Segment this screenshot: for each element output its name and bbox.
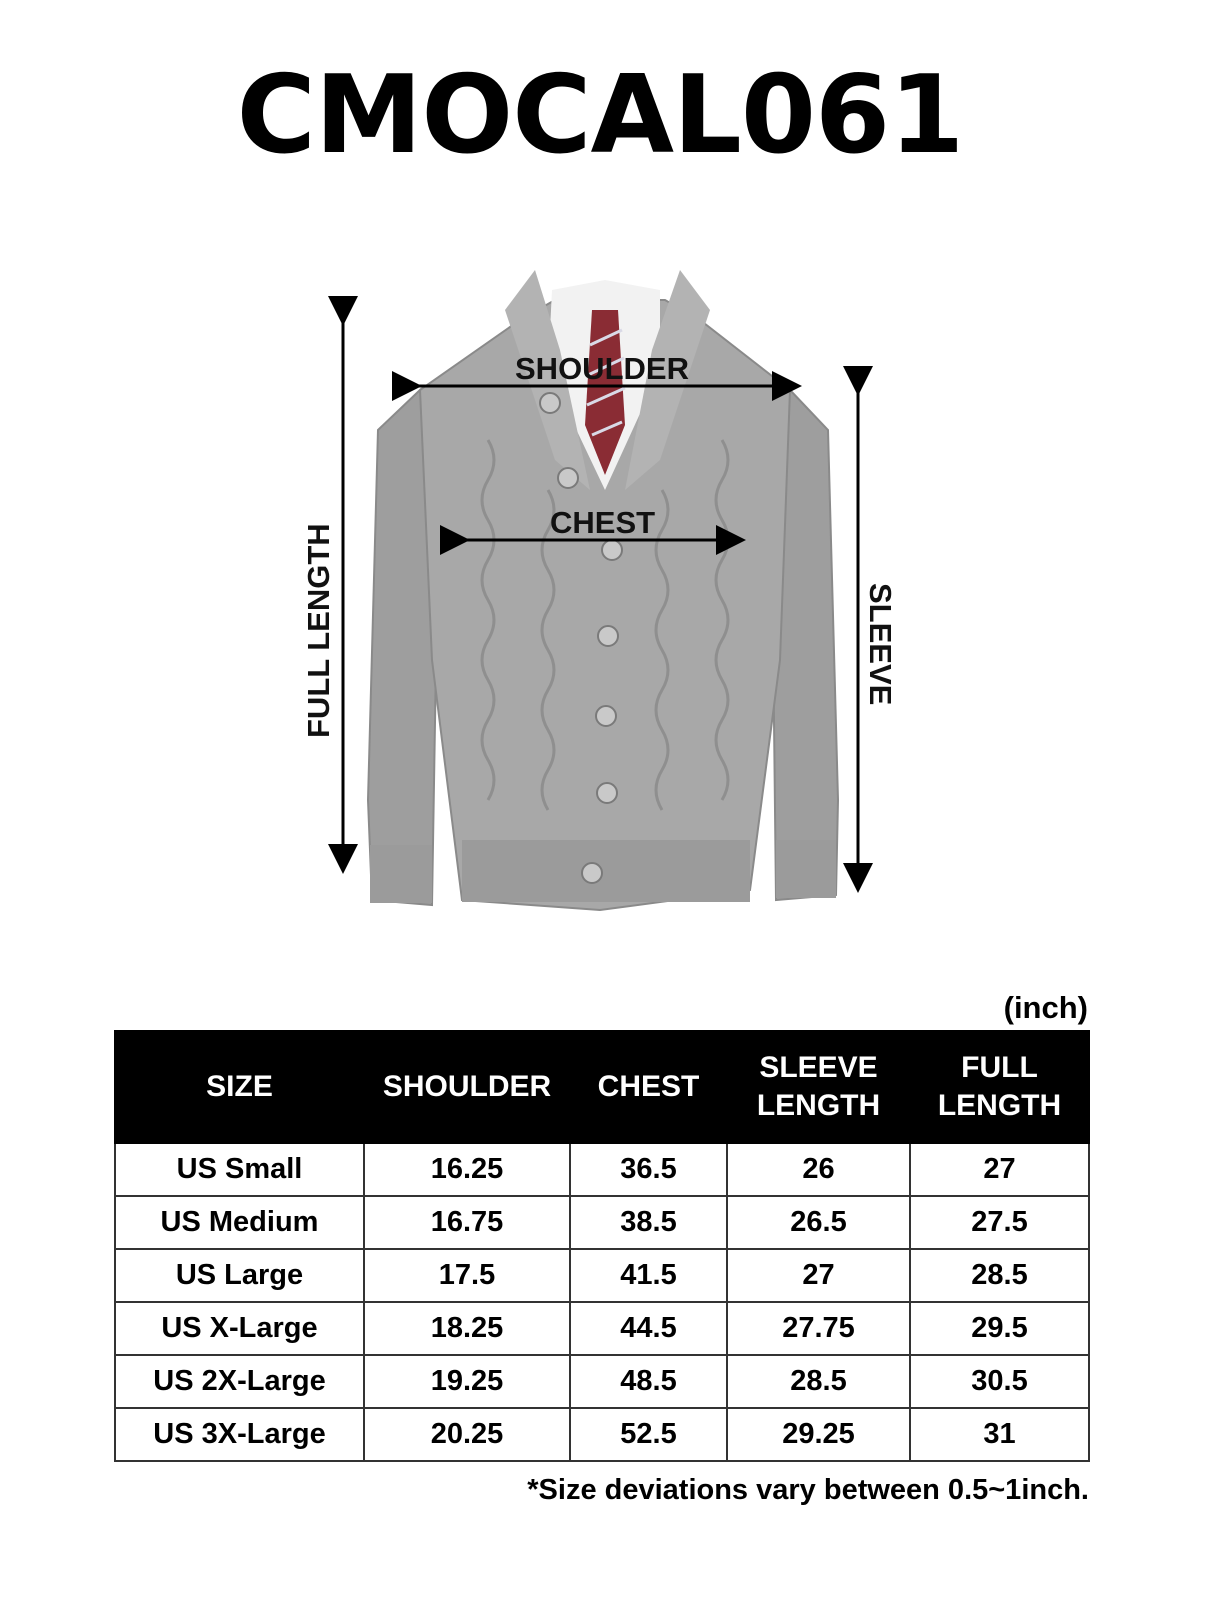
sleeve-length-cell: 26 — [727, 1143, 910, 1196]
table-header-row — [115, 1031, 1089, 1143]
chest-cell: 41.5 — [570, 1249, 727, 1302]
full-length-cell: 27 — [910, 1143, 1089, 1196]
sleeve-length-cell: 26.5 — [727, 1196, 910, 1249]
header-shoulder: SHOULDER — [364, 1031, 570, 1143]
full-length-cell: 29.5 — [910, 1302, 1089, 1355]
header-chest: CHEST — [570, 1031, 727, 1143]
full-length-cell: 28.5 — [910, 1249, 1089, 1302]
header-full-length: FULL LENGTH — [910, 1031, 1089, 1143]
chest-label: CHEST — [550, 505, 656, 540]
header-sleeve-length: SLEEVE LENGTH — [727, 1031, 910, 1143]
table-row — [115, 1249, 1089, 1302]
chest-cell: 52.5 — [570, 1408, 727, 1461]
size-cell: US Large — [115, 1249, 364, 1302]
size-cell: US X-Large — [115, 1302, 364, 1355]
shoulder-cell: 16.75 — [364, 1196, 570, 1249]
size-deviation-note: *Size deviations vary between 0.5~1inch. — [527, 1474, 1089, 1506]
full-length-cell: 27.5 — [910, 1196, 1089, 1249]
size-cell: US Small — [115, 1143, 364, 1196]
product-code-title: CMOCAL061 — [236, 53, 964, 178]
shoulder-cell: 18.25 — [364, 1302, 570, 1355]
sleeve-label: SLEEVE — [863, 583, 898, 706]
table-row — [115, 1196, 1089, 1249]
size-chart-table — [114, 1030, 1090, 1462]
full-length-cell: 31 — [910, 1408, 1089, 1461]
cardigan-illustration — [0, 240, 1230, 940]
size-cell: US Medium — [115, 1196, 364, 1249]
table-row — [115, 1355, 1089, 1408]
full-length-cell: 30.5 — [910, 1355, 1089, 1408]
shoulder-cell: 16.25 — [364, 1143, 570, 1196]
shoulder-label: SHOULDER — [515, 351, 689, 386]
chest-cell: 48.5 — [570, 1355, 727, 1408]
table-row — [115, 1143, 1089, 1196]
sleeve-length-cell: 28.5 — [727, 1355, 910, 1408]
garment-measurement-diagram — [0, 240, 1230, 940]
chest-cell: 44.5 — [570, 1302, 727, 1355]
size-cell: US 2X-Large — [115, 1355, 364, 1408]
size-cell: US 3X-Large — [115, 1408, 364, 1461]
table-row — [115, 1302, 1089, 1355]
shoulder-cell: 19.25 — [364, 1355, 570, 1408]
full-length-label: FULL LENGTH — [301, 523, 336, 738]
sleeve-length-cell: 27.75 — [727, 1302, 910, 1355]
unit-label: (inch) — [1003, 990, 1088, 1025]
sleeve-length-cell: 27 — [727, 1249, 910, 1302]
shoulder-cell: 20.25 — [364, 1408, 570, 1461]
header-size: SIZE — [115, 1031, 364, 1143]
chest-cell: 38.5 — [570, 1196, 727, 1249]
table-row — [115, 1408, 1089, 1461]
sleeve-length-cell: 29.25 — [727, 1408, 910, 1461]
shoulder-cell: 17.5 — [364, 1249, 570, 1302]
chest-cell: 36.5 — [570, 1143, 727, 1196]
